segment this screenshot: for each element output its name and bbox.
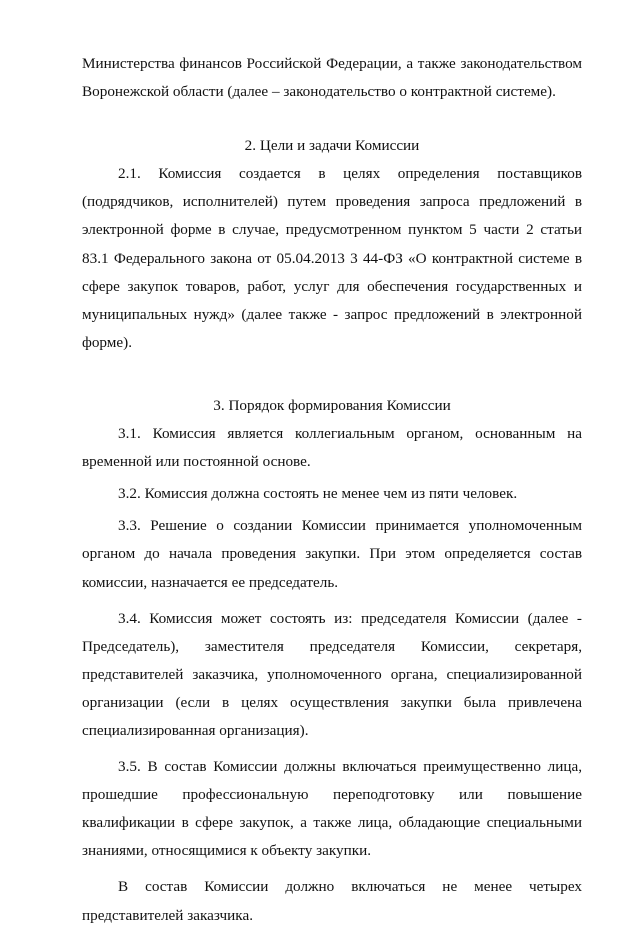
paragraph-3-2: 3.2. Комиссия должна состоять не менее чем из пяти человек. (118, 485, 518, 503)
document-page (82, 50, 582, 930)
paragraph-3-5-continued: В состав Комиссии должно включаться не менее четырех представителей заказчика. (82, 878, 582, 924)
section-3-heading: 3. Порядок формирования Комиссии (213, 396, 451, 414)
intro-paragraph: Министерства финансов Российской Федерации, а также законодательством Воронежской области (далее – законодательство о контрактной системе). (82, 55, 582, 101)
paragraph-3-5: 3.5. В состав Комиссии должны включаться преимущественно лица, прошедшие профессиональную переподготовку или повышение квалификации в сфере закупок, а также лица, обладающие специальными знаниями, относящимися к объекту закупки. (82, 758, 582, 860)
paragraph-2-1: 2.1. Комиссия создается в целях определения поставщиков (подрядчиков, исполнителей) путем проведения запроса предложений в электронной форме в случае, предусмотренном пунктом 5 части 2 статьи 83.1 Федерального закона от 05.04.2013 3 44-ФЗ «О контрактной системе в сфере закупок товаров, работ, услуг для обеспечения государственных и муниципальных нужд» (далее также - запрос предложений в электронной форме). (82, 165, 582, 351)
paragraph-3-3: 3.3. Решение о создании Комиссии принимается уполномоченным органом до начала проведения закупки. При этом определяется состав комиссии, назначается ее председатель. (82, 517, 582, 591)
section-2-heading: 2. Цели и задачи Комиссии (244, 137, 420, 155)
paragraph-3-1: 3.1. Комиссия является коллегиальным органом, основанным на временной или постоянной основе. (82, 425, 582, 471)
paragraph-3-4: 3.4. Комиссия может состоять из: председателя Комиссии (далее - Председатель), заместителя председателя Комиссии, секретаря, представителей заказчика, уполномоченного органа, специализированной организации (если в целях осуществления закупки была привлечена специализированная организация). (82, 609, 582, 739)
